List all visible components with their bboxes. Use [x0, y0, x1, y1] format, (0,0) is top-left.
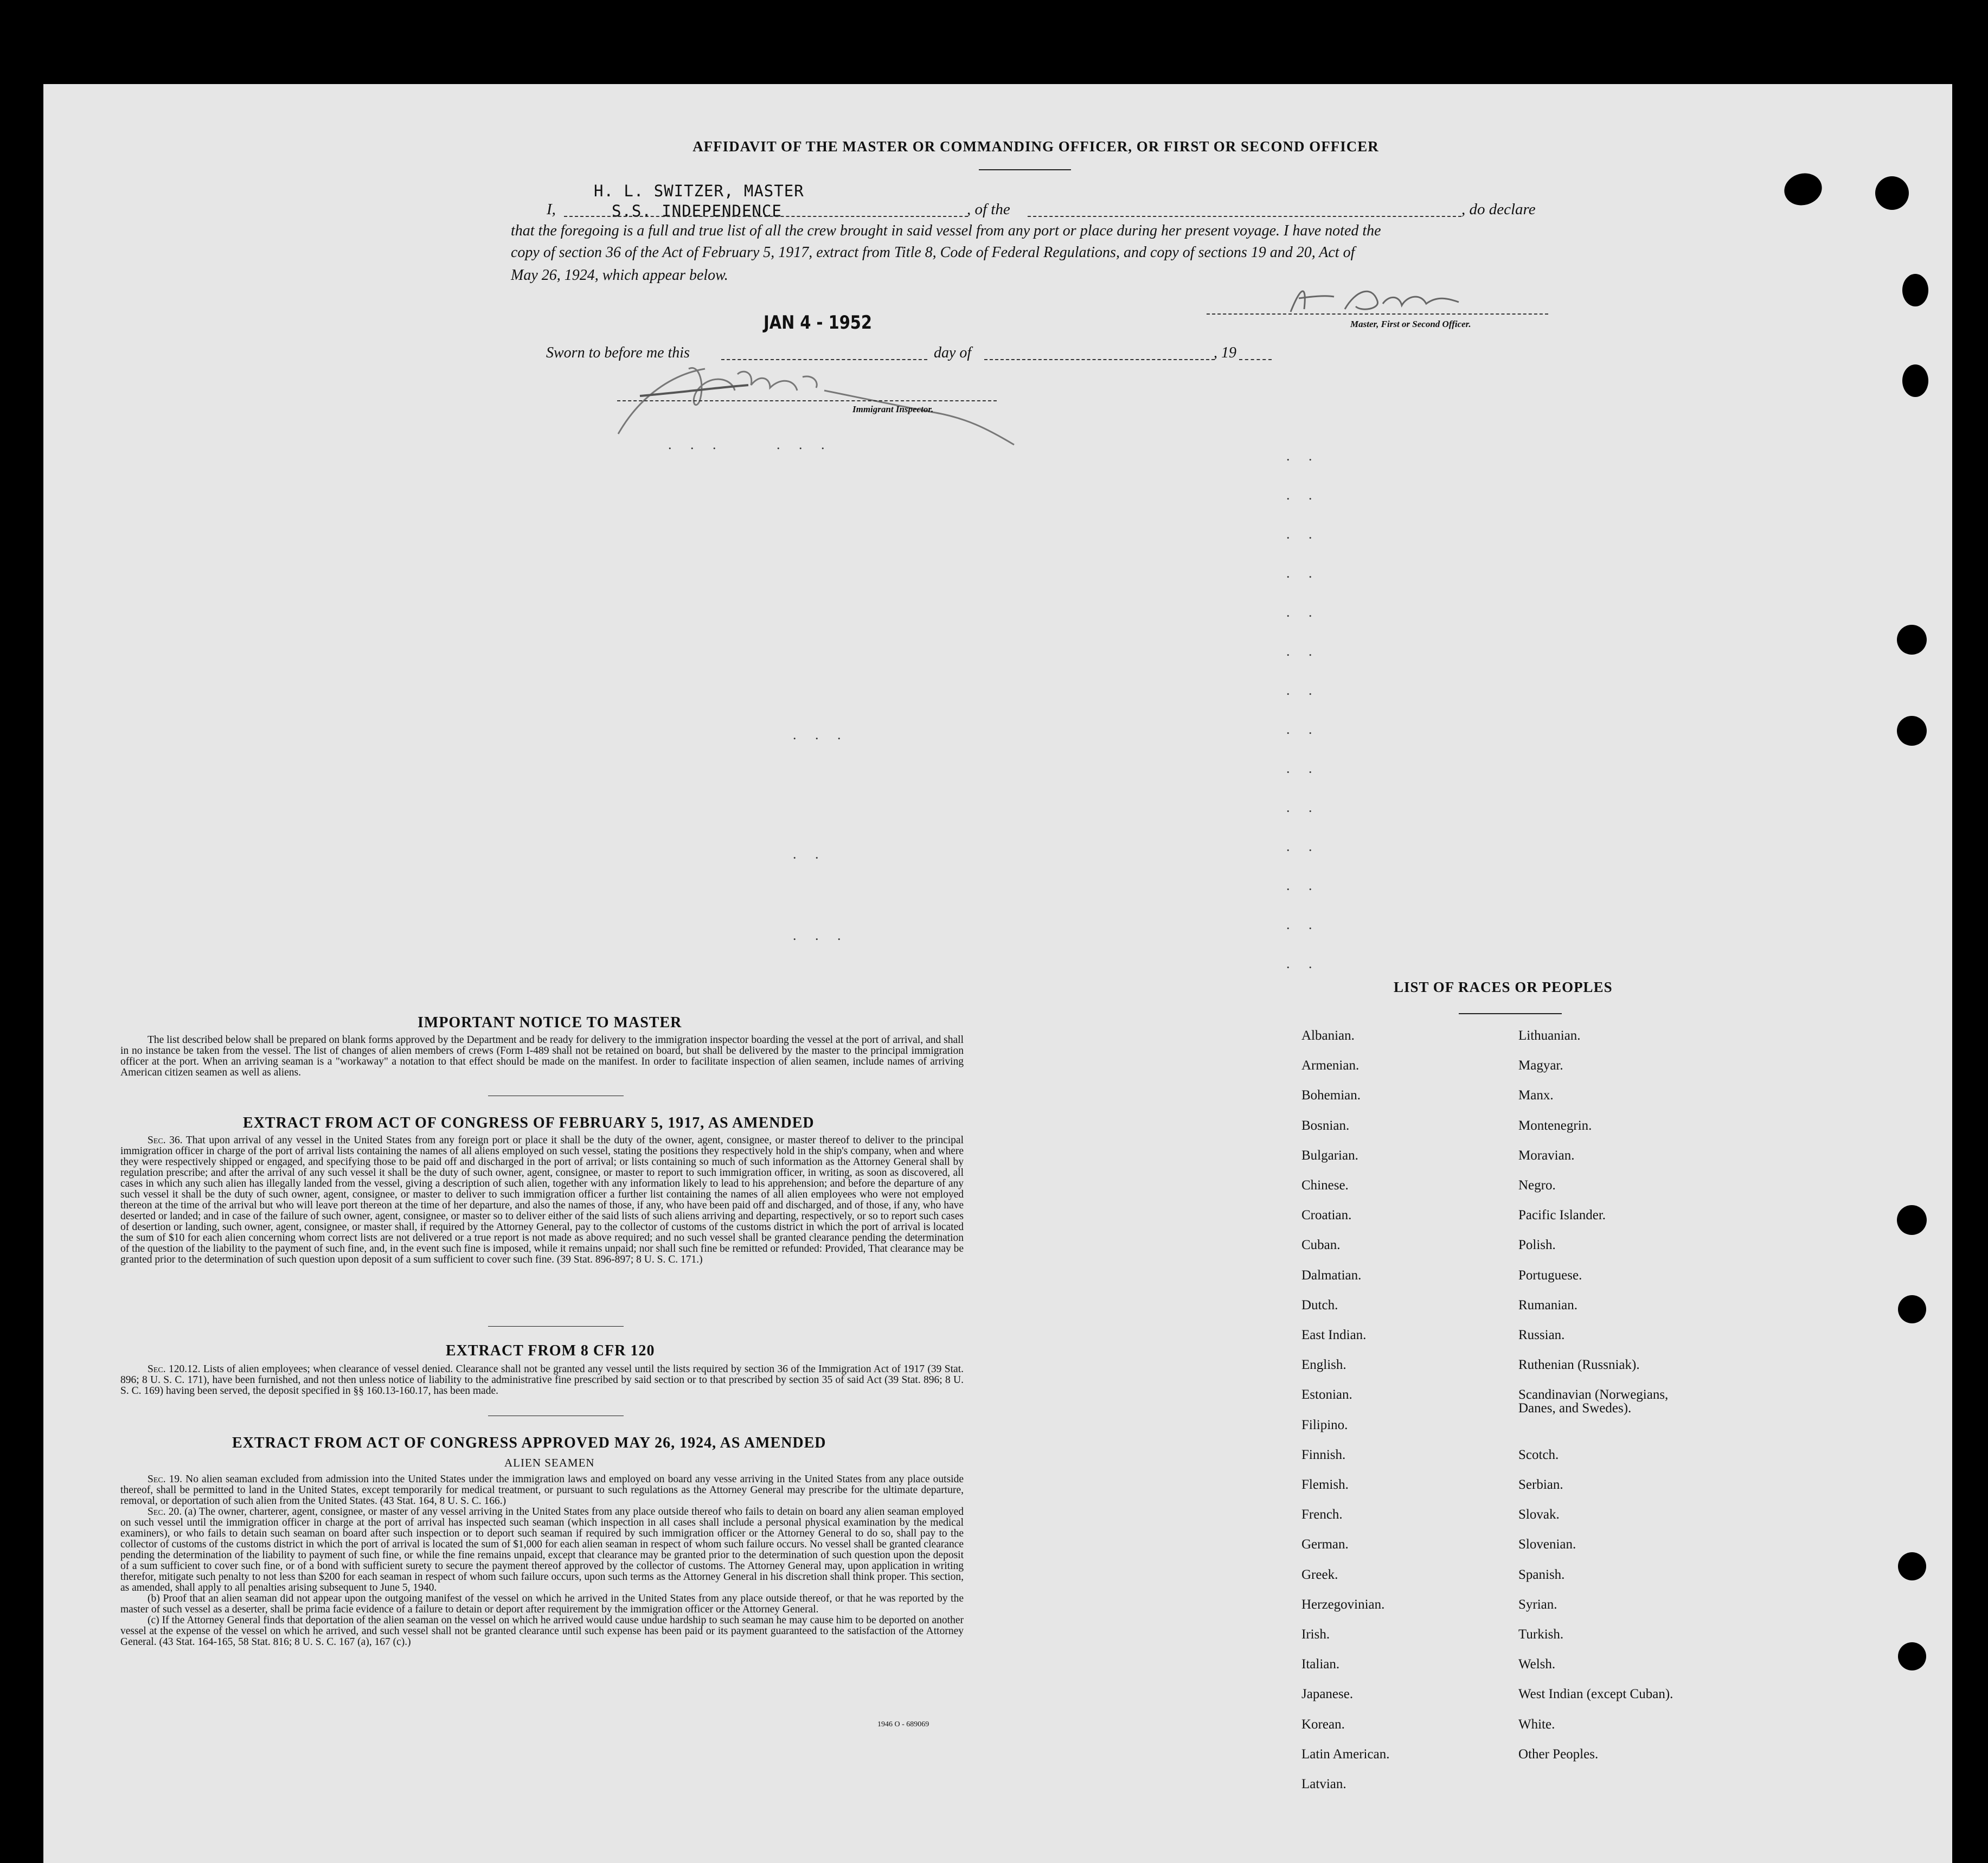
punch-hole	[1875, 176, 1909, 210]
right-race-item: Moravian.	[1518, 1148, 1575, 1163]
left-race-item: Cuban.	[1301, 1238, 1341, 1253]
name-line	[564, 216, 968, 217]
left-race-item: Dutch.	[1301, 1297, 1338, 1313]
extract-1917-title: EXTRACT FROM ACT OF CONGRESS OF FEBRUARY 5, 1917, AS AMENDED	[243, 1115, 815, 1131]
right-race-item: Slovak.	[1518, 1507, 1560, 1522]
left-race-item: Irish.	[1301, 1627, 1330, 1642]
notice-paragraph: The list described below shall be prepared on blank forms approved by the Department and be ready for delivery to the immigration inspector boarding the vessel at the port of arrival, and shall in no instance be taken from the vessel. The list of changes of alien members of crews (Form I-489 shall not be retained on board, but shall be delivered by the master to the principal immigration officer at the port. When an arriving seaman is a "workaway" a notation to that effect should be made on the manifest. In order to facilitate inspection of alien seamen, include names of arriving American citizen seamen as well as aliens.	[120, 1034, 964, 1078]
right-race-item: Turkish.	[1518, 1627, 1564, 1642]
sec-20a-text: (a) The owner, charterer, agent, consignee, or master of any vessel arriving in the United States from any place outside thereof who fails to detain on board any alien seaman employed on such vessel until the immigration officer in charge at the port of arrival has inspected such seaman (which inspection in all cases shall include a personal physical examination by the medical examiners), or who fails to detain such seaman on board after such inspection or to deport such seaman if required by such immigration officer or the Attorney General to do so, shall pay to the collector of customs of the customs district in which the port of arrival is located the sum of $1,000 for each alien seaman in respect of whom such failure occurs. No vessel shall be granted clearance pending the determination of the liability to payment of such fine, or while the fine remains unpaid, except that clearance may be granted prior to the determination of such question upon the deposit of a sum sufficient to cover such fine, or of a bond with sufficient surety to secure the payment thereof approved by the collector of customs. The Attorney General may, upon application in writing therefor, mitigate such penalty to not less than $200 for each seaman in respect of whom such failure occurs, upon such terms as the Attorney General in his discretion shall think proper. This section, as amended, shall apply to all penalties arising subsequent to June 5, 1940.	[120, 1506, 964, 1593]
officer-caption: Master, First or Second Officer.	[1350, 319, 1471, 329]
right-race-item: Montenegrin.	[1518, 1118, 1592, 1133]
print-code: 1946 O - 689069	[877, 1720, 929, 1728]
sec-120-text: Lists of alien employees; when clearance of vessel denied. Clearance shall not be granted any vessel until the lists required by section 36 of the Immigration Act of 1917 (39 Stat. 896; 8 U. S. C. 171), have been furnished, and not then unless notice of liability to the administrative fine prescribed by said section or to that prescribed by section 35 of said Act (39 Stat. 896; 8 U. S. C. 169) having been served, the deposit specified in §§ 160.13-160.17, has been made.	[120, 1363, 964, 1397]
left-race-item: Greek.	[1301, 1567, 1338, 1582]
sec-36-text: That upon arrival of any vessel in the United States from any foreign port or place it shall be the duty of the owner, agent, consignee, or master thereof to deliver to the principal immigration officer in charge of the port of arrival lists containing the names of all aliens employed on such vessel, stating the positions they respectively hold in the ship's company, when and where they were respectively shipped or engaged, and specifying those to be paid off and discharged in the port of arrival; or lists containing so much of such information as the Attorney General shall by regulation prescribe; and after the arrival of any such vessel it shall be the duty of such owner, agent, consignee, or master to report to such immigration officer, in writing, as soon as discovered, all cases in which any such alien has illegally landed from the vessel, giving a description of such alien, together with any information likely to lead to his apprehension; and before the departure of any such vessel it shall be the duty of such owner, agent, consignee, or master to deliver to such immigration officer a further list containing the names of all alien employees who were not employed thereon at the time of the arrival but who will leave port thereon at the time of her departure, and also the names of those, if any, who have been paid off and discharged, and of those, if any, who have deserted or landed; and in case of the failure of such owner, agent, consignee, or master so to deliver either of the said lists of such aliens arriving and departing, respectively, or so to report such cases of desertion or landing, such owner, agent, consignee, or master shall, if required by the Attorney General, pay to the collector of customs of the customs district in which the port of arrival is located the sum of $10 for each alien concerning whom correct lists are not delivered or a true report is not made as above required; and no such vessel shall be granted clearance pending the determination of the question of the liability to the payment of such fine, and, in the event such fine is imposed, while it remains unpaid; nor shall such fine be remitted or refunded: Provided, That clearance may be granted prior to the determination of such question upon deposit of a sum sufficient to cover such fine. (39 Stat. 896-897; 8 U. S. C. 171.)	[120, 1135, 964, 1265]
extract-1924-title: EXTRACT FROM ACT OF CONGRESS APPROVED MAY 26, 1924, AS AMENDED	[232, 1435, 826, 1451]
extract-8cfr-title: EXTRACT FROM 8 CFR 120	[446, 1342, 655, 1359]
affidavit-heading: AFFIDAVIT OF THE MASTER OR COMMANDING OFFICER, OR FIRST OR SECOND OFFICER	[692, 138, 1379, 155]
left-race-item: Albanian.	[1301, 1028, 1355, 1043]
right-race-item: Portuguese.	[1518, 1267, 1582, 1283]
notice-title: IMPORTANT NOTICE TO MASTER	[418, 1014, 682, 1031]
section-rule	[488, 1326, 624, 1327]
of-the-label: , of the	[967, 201, 1010, 218]
master-name: H. L. SWITZER, MASTER	[594, 182, 804, 200]
right-race-item: Scandinavian (Norwegians, Danes, and Swedes).	[1518, 1387, 1669, 1416]
right-race-item: Other Peoples.	[1518, 1746, 1599, 1762]
left-race-item: Japanese.	[1301, 1687, 1354, 1702]
left-race-item: Bohemian.	[1301, 1088, 1361, 1103]
right-race-item: Russian.	[1518, 1328, 1565, 1342]
officer-signature-line	[1207, 313, 1548, 315]
right-race-item: Pacific Islander.	[1518, 1208, 1606, 1223]
right-race-item: West Indian (except Cuban).	[1518, 1687, 1673, 1702]
inspector-caption: Immigrant Inspector.	[852, 404, 934, 414]
extract-1917-text	[120, 1135, 964, 1265]
left-race-item: Herzegovinian.	[1301, 1597, 1385, 1612]
vessel-name: S.S. INDEPENDENCE	[612, 202, 782, 220]
bleed-dots: . . .	[793, 927, 849, 943]
bleed-dots: . .	[793, 846, 826, 862]
declaration-line-4: May 26, 1924, which appear below.	[511, 267, 728, 284]
left-race-item: German.	[1301, 1537, 1349, 1552]
left-race-item: English.	[1301, 1358, 1346, 1373]
bleed-dots: . . .	[777, 437, 832, 452]
left-race-item: Finnish.	[1301, 1447, 1346, 1462]
declaration-line-2: that the foregoing is a full and true list of all the crew brought in said vessel from any port or place during her present voyage. I have noted the	[511, 222, 1381, 239]
date-stamp: JAN 4 - 1952	[764, 312, 873, 334]
right-race-item: Magyar.	[1518, 1058, 1563, 1073]
vessel-line	[1028, 216, 1461, 217]
heading-rule	[979, 169, 1071, 170]
races-title: LIST OF RACES OR PEOPLES	[1394, 979, 1613, 995]
punch-hole	[1902, 274, 1928, 306]
sec-20-label: Sec. 20.	[148, 1506, 182, 1518]
i-label: I,	[547, 201, 556, 218]
right-race-item: Lithuanian.	[1518, 1028, 1581, 1043]
left-race-item: Korean.	[1301, 1717, 1345, 1732]
sec-20b-text: (b) Proof that an alien seaman did not appear upon the outgoing manifest of the vessel on which he arrived in the United States from any place outside thereof, or that he was reported by the master of such vessel as a deserter, shall be prima facie evidence of a failure to detain or deport after requirement by the immigration officer or the Attorney General.	[120, 1593, 964, 1615]
punch-hole	[1897, 1205, 1927, 1235]
races-rule	[1459, 1013, 1562, 1014]
left-race-item: Armenian.	[1301, 1058, 1359, 1073]
left-race-item: Italian.	[1301, 1657, 1340, 1672]
left-race-item: Latin American.	[1301, 1746, 1390, 1762]
left-race-item: Filipino.	[1301, 1417, 1348, 1432]
bleed-dots: . . .	[793, 727, 849, 742]
punch-hole	[1897, 716, 1927, 746]
declaration-line-3: copy of section 36 of the Act of February 5, 1917, extract from Title 8, Code of Federal Regulations, and copy of sections 19 and 20, Act of	[511, 244, 1355, 261]
punch-hole	[1898, 1642, 1926, 1670]
left-race-item: Estonian.	[1301, 1387, 1352, 1403]
extract-8cfr-text	[120, 1364, 964, 1397]
right-race-item: Polish.	[1518, 1238, 1556, 1253]
right-race-item: Ruthenian (Russniak).	[1518, 1358, 1640, 1373]
punch-hole	[1902, 364, 1928, 397]
right-race-item: Spanish.	[1518, 1567, 1565, 1582]
left-race-item: Flemish.	[1301, 1477, 1349, 1492]
punch-hole	[1898, 1552, 1926, 1580]
right-race-item: Slovenian.	[1518, 1537, 1576, 1552]
right-race-item: Rumanian.	[1518, 1297, 1578, 1313]
sec-19-label: Sec. 19.	[148, 1474, 183, 1485]
punch-hole	[1897, 625, 1927, 655]
bleed-dots: . . . . . . . . . . . . . .	[1286, 448, 1298, 971]
do-declare-label: , do declare	[1461, 201, 1536, 218]
right-race-item: Welsh.	[1518, 1657, 1556, 1672]
left-race-item: Chinese.	[1301, 1178, 1349, 1193]
day-of-label: day of	[934, 344, 972, 361]
right-race-item: Scotch.	[1518, 1447, 1559, 1462]
inspector-signature	[607, 353, 1019, 445]
right-race-item: Negro.	[1518, 1178, 1556, 1193]
notice-text	[120, 1035, 964, 1078]
extract-1924-subtitle: ALIEN SEAMEN	[504, 1456, 595, 1469]
bleed-dots: . . .	[668, 437, 724, 452]
sec-20c-text: (c) If the Attorney General finds that deportation of the alien seaman on the vessel on which he arrived would cause undue hardship to such seaman he may cause him to be deported on another vessel at the expense of the vessel on which he arrived, and such vessel shall not be granted clearance until such expense has been paid or its payment guaranteed to the satisfaction of the Attorney General. (43 Stat. 164-165, 58 Stat. 816; 8 U. S. C. 167 (a), 167 (c).)	[120, 1615, 964, 1648]
sec-120-label: Sec. 120.12.	[148, 1363, 201, 1375]
right-race-item: Manx.	[1518, 1088, 1554, 1103]
left-race-item: Croatian.	[1301, 1208, 1352, 1223]
left-race-item: Bulgarian.	[1301, 1148, 1358, 1163]
right-race-item: Serbian.	[1518, 1477, 1563, 1492]
inspector-signature-line	[617, 400, 997, 401]
left-race-item: Bosnian.	[1301, 1118, 1350, 1133]
left-race-item: East Indian.	[1301, 1328, 1367, 1342]
left-race-item: French.	[1301, 1507, 1343, 1522]
year-line	[1239, 359, 1272, 360]
punch-hole	[1898, 1295, 1926, 1323]
right-race-item: Syrian.	[1518, 1597, 1557, 1612]
right-race-item: White.	[1518, 1717, 1555, 1732]
left-race-item: Latvian.	[1301, 1777, 1346, 1791]
left-race-item: Dalmatian.	[1301, 1267, 1362, 1283]
sworn-label: Sworn to before me this	[546, 344, 690, 361]
extract-1924-text	[120, 1474, 964, 1648]
sec-19-text: No alien seaman excluded from admission into the United States under the immigration laws and employed on board any vesse arriving in the United States from any place outside thereof, shall be permitted to land in the United States, except temporarily for medical treatment, or pursuant to such regulations as the Attorney General may prescribe for the ultimate departure, removal, or deportation of such alien from the United States. (43 Stat. 164, 8 U. S. C. 166.)	[120, 1474, 964, 1507]
year-prefix: , 19	[1214, 344, 1236, 361]
officer-signature	[1285, 279, 1470, 323]
sec-36-label: Sec. 36.	[148, 1135, 183, 1146]
